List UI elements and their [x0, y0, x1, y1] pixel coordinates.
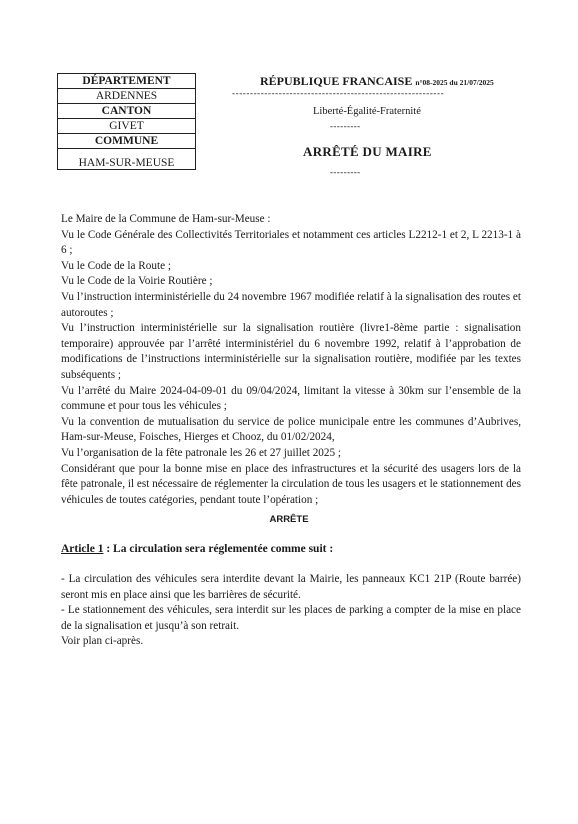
preamble-line: Vu le Code de la Voirie Routière ; — [61, 275, 213, 288]
departement-label: DÉPARTEMENT — [58, 74, 196, 89]
preamble-line: Vu l’organisation de la fête patronale les 26 et 27 juillet 2025 ; — [61, 446, 341, 459]
preamble-line: Vu le Code Générale des Collectivités Territoriales et notamment ces articles L2212-1 et 2, L 2213-1 à 6 ; — [61, 228, 521, 257]
page-title: ARRÊTÉ DU MAIRE — [303, 144, 432, 159]
canton-value: GIVET — [58, 119, 196, 134]
article-1-label: Article 1 — [61, 543, 104, 555]
motto: Liberté-Égalité-Fraternité — [313, 106, 421, 117]
commune-label: COMMUNE — [58, 134, 196, 149]
arrete-heading: ARRÊTE — [269, 514, 309, 525]
short-separator-top: --------- — [330, 121, 361, 131]
article-line: Voir plan ci-après. — [61, 635, 144, 648]
commune-value: HAM-SUR-MEUSE — [58, 149, 196, 170]
departement-value: ARDENNES — [58, 89, 196, 104]
republique-heading — [260, 74, 494, 89]
preamble — [61, 212, 521, 508]
preamble-line: Considérant que pour la bonne mise en place des infrastructures et la sécurité des usagers lors de la fête patronale, il est nécessaire de réglementer la circulation de tous les usagers et le stationnement des véhicules de toutes catégories, pendant toute l’opération ; — [61, 462, 521, 506]
republique-text: RÉPUBLIQUE FRANCAISE — [260, 74, 413, 88]
article-1-heading — [61, 543, 333, 555]
preamble-line: Vu l’instruction interministérielle du 24 novembre 1967 modifiée relatif à la signalisation des routes et autoroutes ; — [61, 290, 521, 319]
arrete-reference: n°08-2025 du 21/07/2025 — [415, 78, 494, 87]
article-line: - La circulation des véhicules sera interdite devant la Mairie, les panneaux KC1 21P (Route barrée) seront mis en place ainsi que les barrières de sécurité. — [61, 573, 521, 601]
preamble-line: Vu la convention de mutualisation du service de police municipale entre les communes d’Aubrives, Ham-sur-Meuse, Foisches, Hierges et Chooz, du 01/02/2024, — [61, 415, 521, 444]
article-1-body — [61, 572, 521, 650]
dash-separator: ----------------------------------------------------------- — [232, 88, 445, 98]
short-separator-bottom: --------- — [330, 167, 361, 177]
preamble-line: Vu l’arrêté du Maire 2024-04-09-01 du 09/04/2024, limitant la vitesse à 30km sur l’ensemble de la commune et pour tous les véhicules ; — [61, 384, 521, 413]
preamble-line: Vu l’instruction interministérielle sur la signalisation routière (livre1-8ème partie : signalisation temporaire) approuvée par l’arrêté interministériel du 6 novembre 1992, relatif à l’approbation de modifications de l’instructions interministérielle sur la signalisation routière, modifiée par les textes subséquents ; — [61, 322, 521, 381]
preamble-line: Vu le Code de la Route ; — [61, 259, 171, 272]
article-1-title: : La circulation sera réglementée comme suit : — [103, 543, 334, 555]
article-line: - Le stationnement des véhicules, sera interdit sur les places de parking a compter de la mise en place de la signalisation et jusqu’à son retrait. — [61, 604, 521, 632]
preamble-line: Le Maire de la Commune de Ham-sur-Meuse : — [61, 213, 271, 225]
administrative-table — [57, 73, 196, 170]
canton-label: CANTON — [58, 104, 196, 119]
